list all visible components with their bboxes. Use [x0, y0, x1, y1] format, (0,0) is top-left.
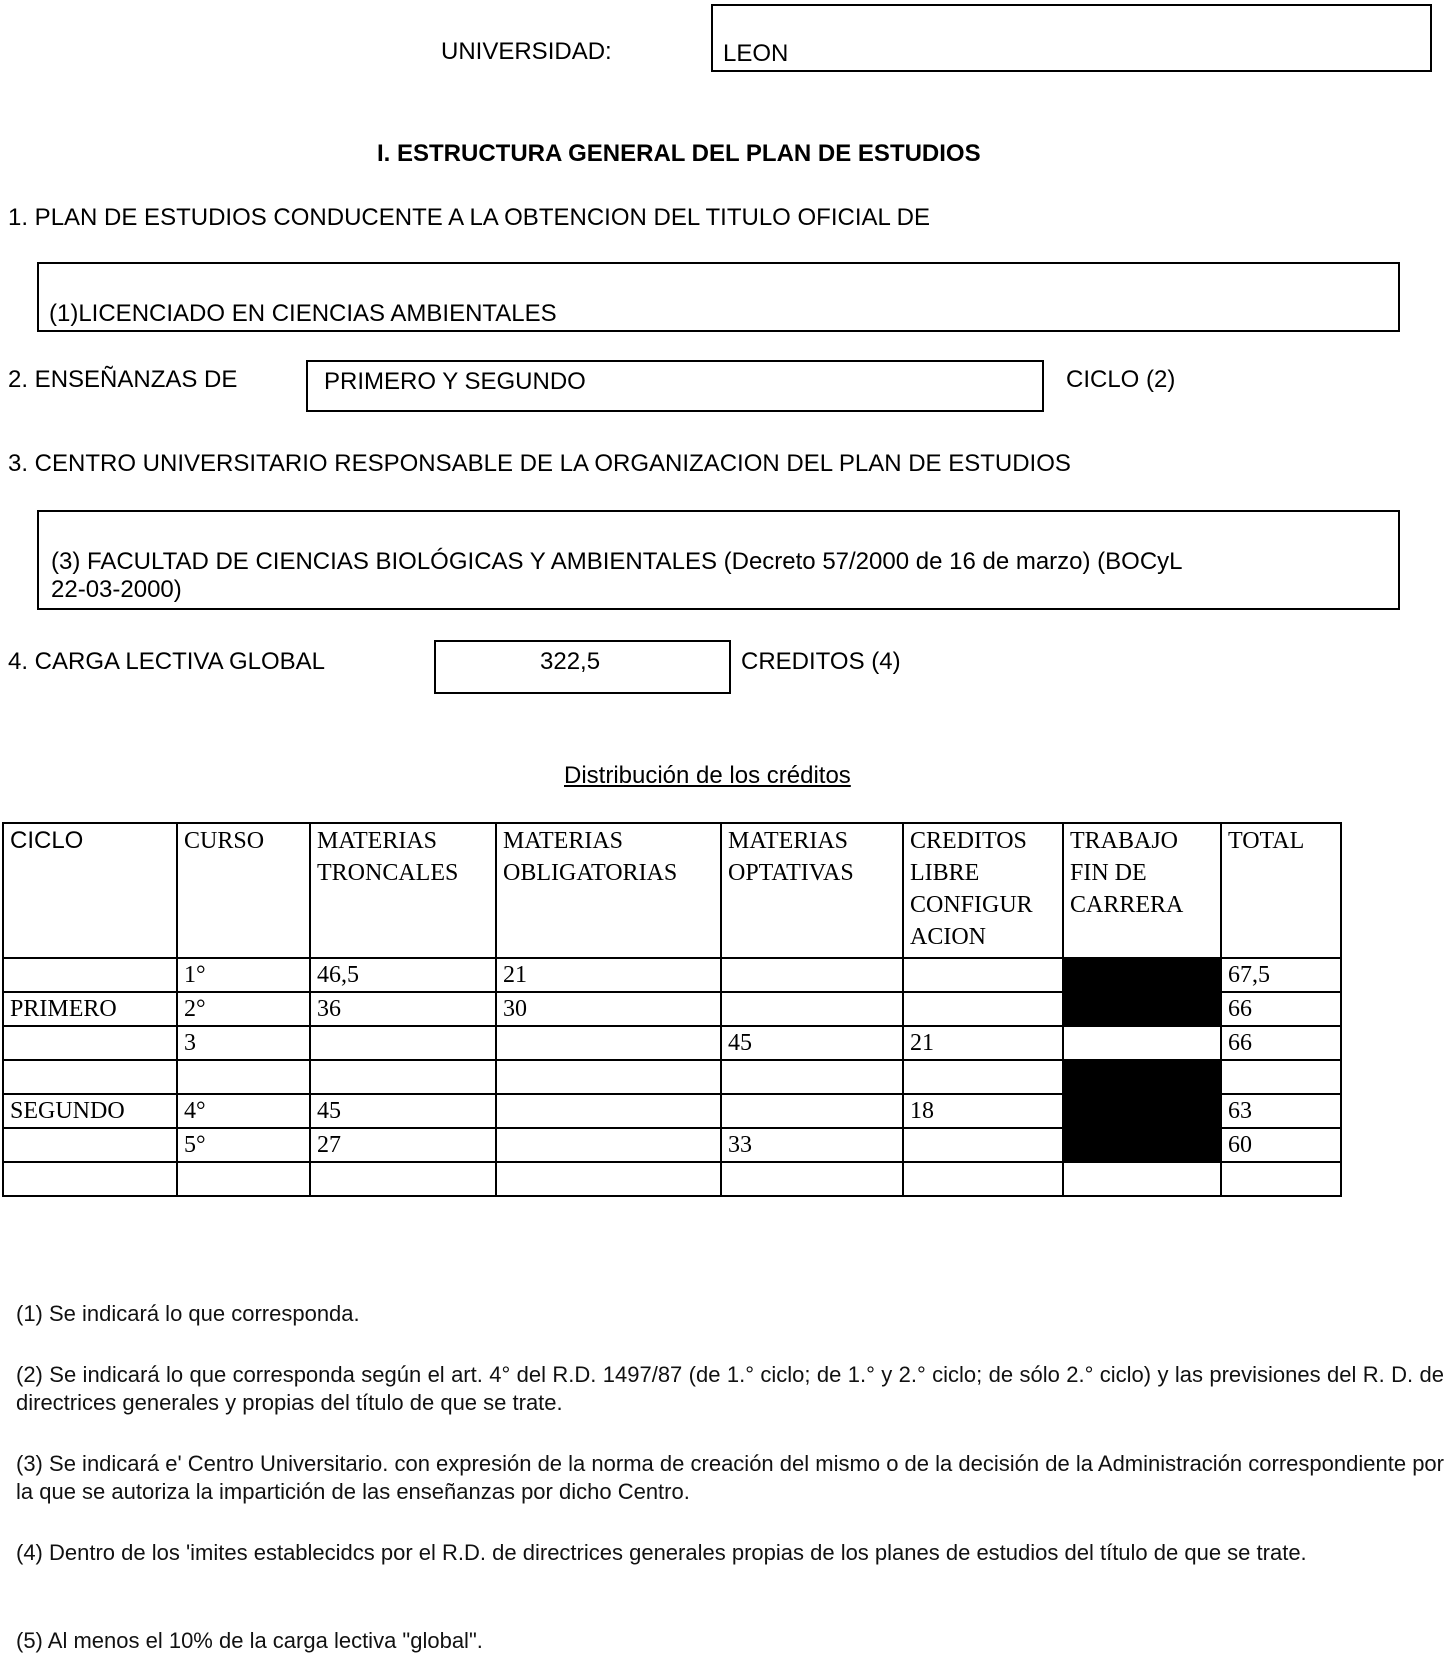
header-troncales: MATERIAS TRONCALES: [310, 823, 496, 958]
cycle-field: [306, 360, 1044, 412]
footnote-5: (5) Al menos el 10% de la carga lectiva "global".: [16, 1628, 483, 1653]
cell-obligatorias: 30: [496, 992, 721, 1026]
cell-trabajo-blacked: [1063, 1128, 1221, 1162]
cell-obligatorias: [496, 1128, 721, 1162]
cell-curso: 1°: [177, 958, 310, 992]
cell-obligatorias: [496, 1094, 721, 1128]
cell-curso: 2°: [177, 992, 310, 1026]
cell-troncales: 36: [310, 992, 496, 1026]
item4-suffix: CREDITOS (4): [741, 648, 901, 675]
cell-total: [1221, 1060, 1341, 1094]
item4-label: 4. CARGA LECTIVA GLOBAL: [8, 648, 326, 675]
table-row: [3, 1162, 1341, 1196]
header-trabajo-fin-carrera: TRABAJO FIN DE CARRERA: [1063, 823, 1221, 958]
cell-troncales: 27: [310, 1128, 496, 1162]
cell-ciclo: [3, 958, 177, 992]
cell-trabajo-blacked: [1063, 1094, 1221, 1128]
footnote-1: (1) Se indicará lo que corresponda.: [16, 1301, 360, 1326]
university-value: LEON: [723, 40, 789, 67]
cell-libre: 18: [903, 1094, 1063, 1128]
cell-libre: 21: [903, 1026, 1063, 1060]
cell-libre: [903, 1128, 1063, 1162]
cell-total: 66: [1221, 1026, 1341, 1060]
cell-troncales: 45: [310, 1094, 496, 1128]
cell-trabajo-blacked: [1063, 992, 1221, 1026]
cell-total: 63: [1221, 1094, 1341, 1128]
header-libre-configuracion: CREDITOS LIBRE CONFIGUR ACION: [903, 823, 1063, 958]
cell-curso: [177, 1162, 310, 1196]
center-field: [37, 510, 1400, 610]
cell-optativas: [721, 958, 903, 992]
cell-trabajo: [1063, 1026, 1221, 1060]
section-title: I. ESTRUCTURA GENERAL DEL PLAN DE ESTUDIOS: [377, 140, 981, 167]
table-row: [3, 958, 1341, 992]
cell-optativas: [721, 1094, 903, 1128]
header-curso: CURSO: [177, 823, 310, 958]
header-total: TOTAL: [1221, 823, 1341, 958]
cell-libre: [903, 1162, 1063, 1196]
footnote-4: (4) Dentro de los 'imites establecidcs por el R.D. de directrices generales propias de los planes de estudios del título de que se trate.: [16, 1540, 1307, 1565]
title-field: [37, 262, 1400, 332]
cell-ciclo: [3, 1128, 177, 1162]
cycle-value: PRIMERO Y SEGUNDO: [324, 368, 586, 395]
header-optativas: MATERIAS OPTATIVAS: [721, 823, 903, 958]
cell-troncales: [310, 1060, 496, 1094]
credits-value: 322,5: [540, 648, 601, 675]
cell-total: 67,5: [1221, 958, 1341, 992]
cell-curso: [177, 1060, 310, 1094]
item2-suffix: CICLO (2): [1066, 366, 1176, 393]
cell-libre: [903, 992, 1063, 1026]
cell-optativas: [721, 1060, 903, 1094]
cell-curso: 5°: [177, 1128, 310, 1162]
table-row: [3, 1128, 1341, 1162]
center-value-line1: (3) FACULTAD DE CIENCIAS BIOLÓGICAS Y AMBIENTALES (Decreto 57/2000 de 16 de marzo) (BOCyL: [51, 548, 1183, 575]
title-value: (1)LICENCIADO EN CIENCIAS AMBIENTALES: [49, 300, 557, 327]
item1-label: 1. PLAN DE ESTUDIOS CONDUCENTE A LA OBTENCION DEL TITULO OFICIAL DE: [8, 204, 930, 231]
cell-total: 60: [1221, 1128, 1341, 1162]
footnote-2: (2) Se indicará lo que corresponda según el art. 4° del R.D. 1497/87 (de 1.° ciclo; de 1.° y 2.° ciclo; de sólo 2.° ciclo) y las previsiones del R. D. de directrices generales y propias del título de que se trate.: [16, 1362, 1444, 1415]
footnote-3: (3) Se indicará e' Centro Universitario. con expresión de la norma de creación del mismo o de la decisión de la Administración correspondiente por la que se autoriza la impartición de las enseñanzas por dicho Centro.: [16, 1451, 1444, 1504]
center-value-line2: 22-03-2000): [51, 576, 182, 603]
cell-total: 66: [1221, 992, 1341, 1026]
cell-troncales: 46,5: [310, 958, 496, 992]
cell-ciclo: [3, 1026, 177, 1060]
cell-obligatorias: [496, 1060, 721, 1094]
cell-curso: 3: [177, 1026, 310, 1060]
university-field: [711, 4, 1432, 72]
cell-troncales: [310, 1026, 496, 1060]
cell-curso: 4°: [177, 1094, 310, 1128]
cell-optativas: [721, 992, 903, 1026]
cell-obligatorias: [496, 1026, 721, 1060]
credits-distribution-table: [2, 822, 1342, 1197]
table-row: [3, 992, 1341, 1026]
credits-field: [434, 640, 731, 694]
cell-optativas: [721, 1162, 903, 1196]
cell-optativas: 45: [721, 1026, 903, 1060]
cell-ciclo: PRIMERO: [3, 992, 177, 1026]
cell-trabajo-blacked: [1063, 958, 1221, 992]
header-obligatorias: MATERIAS OBLIGATORIAS: [496, 823, 721, 958]
cell-troncales: [310, 1162, 496, 1196]
header-ciclo: CICLO: [3, 823, 177, 958]
cell-libre: [903, 958, 1063, 992]
cell-total: [1221, 1162, 1341, 1196]
distribution-caption: Distribución de los créditos: [564, 762, 851, 789]
cell-ciclo: SEGUNDO: [3, 1094, 177, 1128]
table-row: [3, 1026, 1341, 1060]
item2-label: 2. ENSEÑANZAS DE: [8, 366, 238, 393]
table-header-row: [3, 823, 1341, 958]
cell-obligatorias: [496, 1162, 721, 1196]
item3-label: 3. CENTRO UNIVERSITARIO RESPONSABLE DE LA ORGANIZACION DEL PLAN DE ESTUDIOS: [8, 450, 1071, 477]
table-row: [3, 1060, 1341, 1094]
cell-ciclo: [3, 1162, 177, 1196]
cell-libre: [903, 1060, 1063, 1094]
cell-ciclo: [3, 1060, 177, 1094]
cell-optativas: 33: [721, 1128, 903, 1162]
table-row: [3, 1094, 1341, 1128]
cell-trabajo: [1063, 1162, 1221, 1196]
university-label: UNIVERSIDAD:: [441, 38, 612, 65]
cell-obligatorias: 21: [496, 958, 721, 992]
cell-trabajo-blacked: [1063, 1060, 1221, 1094]
